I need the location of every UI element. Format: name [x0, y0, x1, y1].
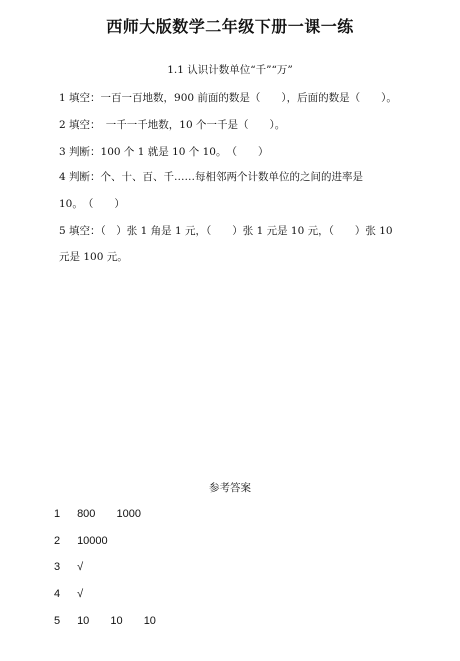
answer-number: 5: [54, 615, 61, 627]
question-2: 2 填空： 一千一千地数，10 个一千是（ ）。: [59, 119, 286, 131]
answer-value: 1000: [116, 508, 141, 520]
section-heading: 1.1 认识计数单位“千”“万”: [167, 64, 293, 76]
question-4-line-2: 10。 （ ）: [59, 198, 125, 210]
answers-heading: 参考答案: [209, 482, 251, 494]
question-4-line-1: 4 判断：个、十、百、千……每相邻两个计数单位的之间的进率是: [59, 171, 364, 183]
answer-number: 3: [54, 561, 61, 573]
answer-value: 10: [143, 615, 156, 627]
answer-value: √: [77, 561, 84, 573]
answer-value: 10000: [77, 535, 108, 547]
answer-number: 1: [54, 508, 61, 520]
question-1: 1 填空：一百一百地数，900 前面的数是（ ），后面的数是（ ）。: [59, 92, 397, 104]
answer-row: [54, 506, 159, 522]
answer-number: 4: [54, 588, 61, 600]
question-5-line-1: 5 填空：（ ）张 1 角是 1 元，（ ）张 1 元是 10 元，（ ）张 10: [59, 225, 393, 237]
answer-value: √: [77, 588, 84, 600]
answer-row: [54, 613, 174, 629]
answer-row: [54, 559, 101, 575]
answer-row: [54, 586, 101, 602]
answer-value: 10: [110, 615, 123, 627]
answer-number: 2: [54, 535, 61, 547]
question-3: 3 判断：100 个 1 就是 10 个 10。 （ ）: [59, 146, 269, 158]
answer-value: 800: [77, 508, 96, 520]
question-5-line-2: 元是 100 元。: [59, 251, 128, 263]
answer-row: [54, 533, 126, 549]
page-title: 西师大版数学二年级下册一课一练: [106, 17, 354, 36]
answer-value: 10: [77, 615, 90, 627]
